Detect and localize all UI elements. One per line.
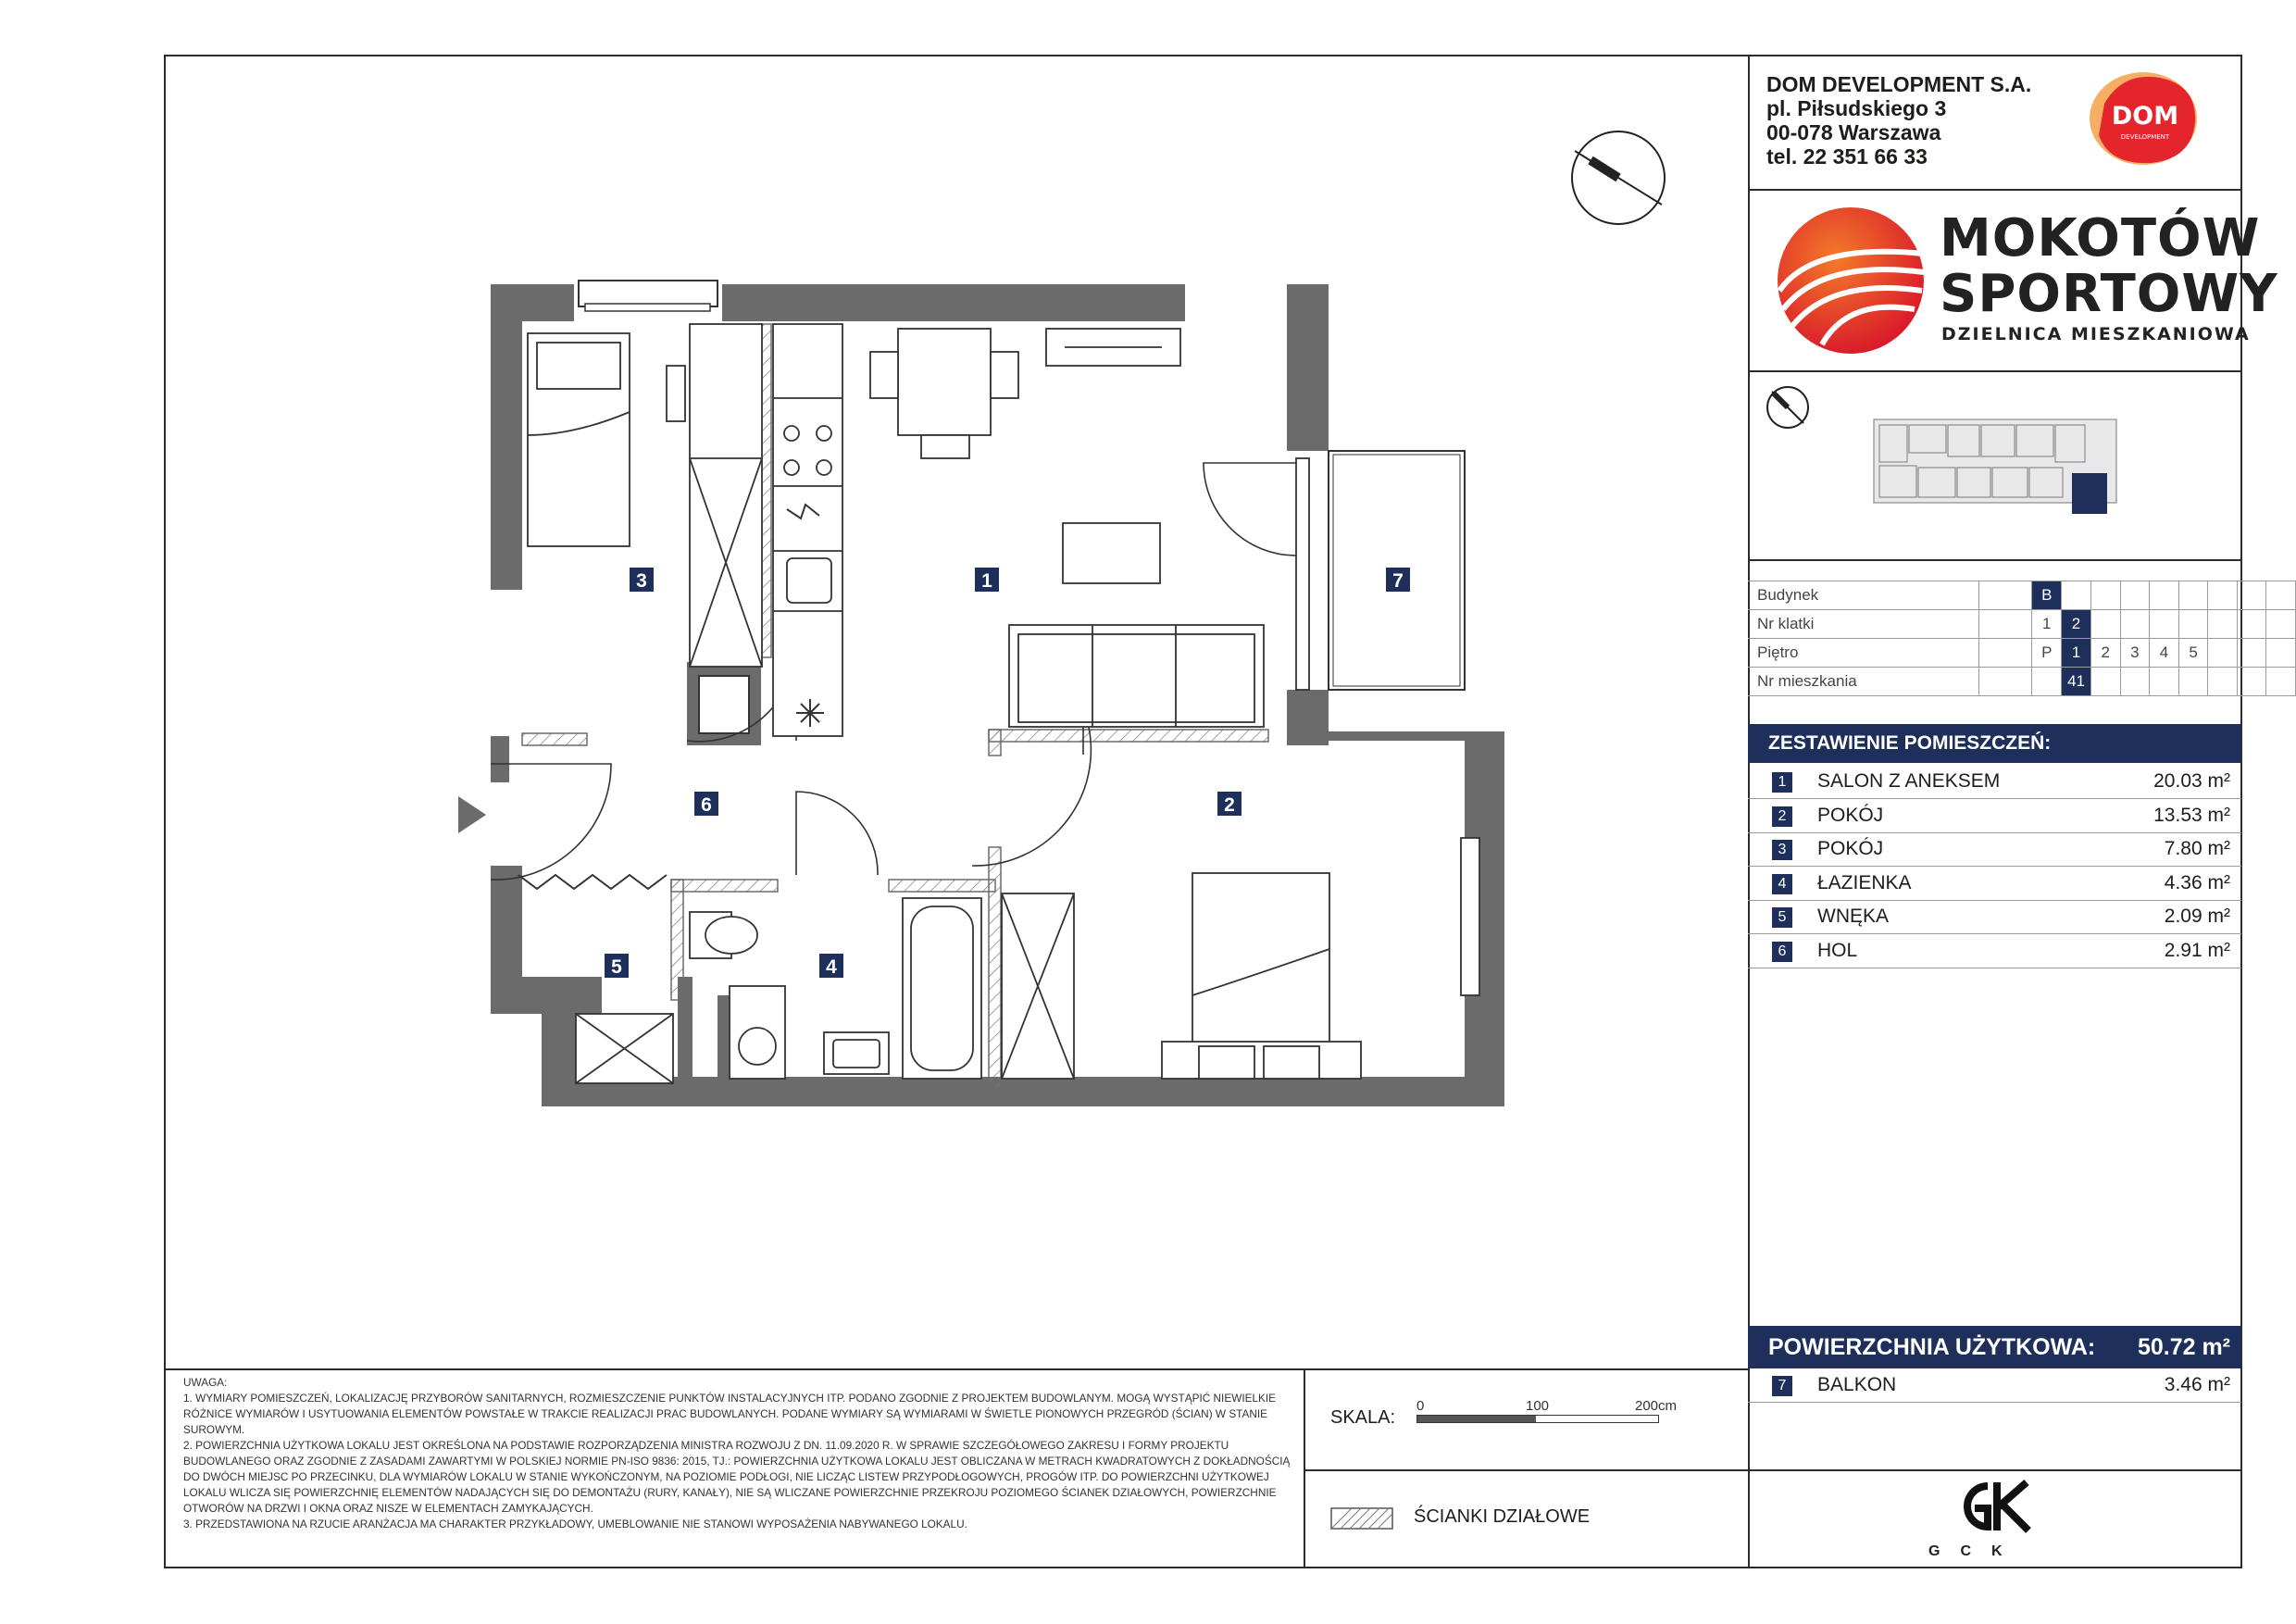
info-cell	[2090, 668, 2120, 696]
info-cell: 5	[2178, 639, 2208, 668]
scale-tick-0: 0	[1416, 1398, 1425, 1414]
project-title	[1940, 208, 2278, 324]
room-num: 6	[1772, 942, 1792, 962]
project-title-line2: SPORTOWY	[1940, 264, 2278, 324]
balcony-num: 7	[1772, 1376, 1792, 1396]
info-cell: 4	[2150, 639, 2179, 668]
room-num: 1	[1772, 772, 1792, 793]
plan-label-7-text: 7	[1392, 570, 1404, 592]
info-row-label: Budynek	[1748, 581, 1979, 610]
room-num: 5	[1772, 907, 1792, 928]
room-row	[1748, 934, 2241, 968]
divider-notes-scale	[1304, 1368, 1305, 1568]
info-row-label: Piętro	[1748, 639, 1979, 668]
divider-balcony	[1748, 1469, 2242, 1471]
rooms-header: ZESTAWIENIE POMIESZCZEŃ:	[1748, 724, 2241, 763]
info-row-label: Nr mieszkania	[1748, 668, 1979, 696]
scale-tick-200: 200cm	[1635, 1398, 1678, 1414]
info-cell	[2178, 610, 2208, 639]
info-cell	[2062, 581, 2091, 610]
room-area: 7.80 m²	[2164, 838, 2230, 859]
gck-letters: GCK	[1928, 1543, 2023, 1559]
balcony-area: 3.46 m²	[2164, 1374, 2230, 1395]
divider-notes	[164, 1368, 1749, 1370]
dom-development-logo	[2086, 67, 2206, 170]
info-cell	[2237, 668, 2265, 696]
plan-label-5-text: 5	[611, 956, 622, 978]
plan-label-3-text: 3	[636, 570, 647, 592]
info-cell: B	[2032, 581, 2062, 610]
info-cell	[2150, 581, 2179, 610]
room-row	[1748, 799, 2241, 833]
info-row-label: Nr klatki	[1748, 610, 1979, 639]
info-row	[1748, 639, 2296, 668]
info-cell: 1	[2032, 610, 2062, 639]
building-keyplan	[1870, 412, 2120, 516]
balcony-name: BALKON	[1817, 1374, 1897, 1395]
info-row-spacer	[1979, 581, 2032, 610]
note-1: 1. WYMIARY POMIESZCZEŃ, LOKALIZACJĘ PRZYBORÓW SANITARNYCH, ROZMIESZCZENIE PUNKTÓW INSTALACYJNYCH ITP. PODANO ZGODNIE Z PROJEKTEM BUDOWLANYM. MOGĄ WYSTĄPIĆ NIEWIELKIE RÓŻNICE WYMIARÓW I USYTUOWANIA ELEMENTÓW POWSTAŁE W TRAKCIE REALIZACJI PRAC BUDOWLANYCH. PODANE WYMIARY SĄ WYMIARAMI W ŚWIETLE PIONOWYCH PRZEGRÓD (ŚCIAN) W STANIE SUROWYM.	[183, 1392, 1277, 1436]
notes-block	[183, 1375, 1292, 1532]
notes-heading: UWAGA:	[183, 1376, 228, 1389]
info-cell	[2237, 639, 2265, 668]
info-row	[1748, 610, 2296, 639]
info-cell	[2266, 668, 2296, 696]
info-cell	[2237, 581, 2265, 610]
info-cell	[2150, 668, 2179, 696]
room-area: 20.03 m²	[2153, 770, 2230, 792]
unit-info-table	[1748, 581, 2296, 696]
room-row	[1748, 832, 2241, 867]
divider-keyplan	[1748, 559, 2242, 561]
info-cell	[2120, 668, 2150, 696]
room-area: 2.09 m²	[2164, 906, 2230, 927]
info-cell: P	[2032, 639, 2062, 668]
plan-label-6-text: 6	[701, 794, 712, 816]
plan-label-4-text: 4	[826, 956, 837, 978]
scale-bar	[1416, 1415, 1659, 1423]
gck-logo	[1947, 1477, 2036, 1536]
project-title-line1: MOKOTÓW	[1940, 208, 2261, 269]
room-area: 4.36 m²	[2164, 871, 2230, 893]
info-cell	[2120, 581, 2150, 610]
room-row	[1748, 900, 2241, 934]
divider-project	[1748, 370, 2242, 372]
room-num: 4	[1772, 874, 1792, 894]
info-cell	[2208, 610, 2237, 639]
company-city: 00-078 Warszawa	[1766, 120, 1941, 144]
room-area: 2.91 m²	[2164, 939, 2230, 961]
info-cell	[2266, 639, 2296, 668]
info-cell	[2032, 668, 2062, 696]
info-cell	[2266, 610, 2296, 639]
partition-wall-swatch	[1330, 1507, 1393, 1530]
total-area-bar	[1748, 1326, 2241, 1368]
dom-logo-text: DOM	[2111, 102, 2179, 131]
note-2: 2. POWIERZCHNIA UŻYTKOWA LOKALU JEST OKREŚLONA NA PODSTAWIE ROZPORZĄDZENIA MINISTRA ROZWOJU Z DN. 11.09.2020 R. W SPRAWIE SZCZEGÓŁOWEGO ZAKRESU I FORMY PROJEKTU BUDOWLANEGO ORAZ ZGODNIE Z ZASADAMI ZAWARTYMI W POLSKIEJ NORMIE PN-ISO 9836: 2015, TJ.: POWIERZCHNIA UŻYTKOWA LOKALU JEST OBLICZANA W METRACH KWADRATOWYCH Z DOKŁADNOŚCIĄ DO DWÓCH MIEJSC PO PRZECINKU, DLA WYMIARÓW LOKALU W STANIE WYKOŃCZONYM, NA POZIOMIE PODŁOGI, NIE LICZĄC LISTEW PRZYPODŁOGOWYCH, PROGÓW ITP. DO POWIERZCHNI UŻYTKOWEJ LOKALU WLICZA SIĘ POWIERZCHNIĘ ELEMENTÓW NADAJĄCYCH SIĘ DO DEMONTAŻU (RURY, KANAŁY), NIE SĄ WLICZANE POWIERZCHNIE PRZEKROJU POZIOMEGO ŚCIANEK DZIAŁOWYCH, POWIERZCHNIE OTWORÓW NA DRZWI I OKNA ORAZ NISZE W ELEMENTACH ZAMYKAJĄCYCH.	[183, 1439, 1291, 1515]
plan-label-1-text: 1	[981, 570, 992, 592]
room-area: 13.53 m²	[2153, 804, 2230, 826]
room-row	[1748, 867, 2241, 901]
info-cell	[2178, 668, 2208, 696]
info-cell	[2090, 581, 2120, 610]
info-row-spacer	[1979, 610, 2032, 639]
info-row-spacer	[1979, 668, 2032, 696]
dom-logo-subtext: DEVELOPMENT	[2120, 133, 2170, 141]
room-name: HOL	[1817, 939, 1858, 961]
mokotow-sportowy-emblem	[1776, 206, 1926, 356]
info-cell	[2208, 639, 2237, 668]
info-cell	[2266, 581, 2296, 610]
info-cell	[2150, 610, 2179, 639]
room-num: 2	[1772, 806, 1792, 827]
company-phone: tel. 22 351 66 33	[1766, 144, 1928, 169]
info-cell	[2120, 610, 2150, 639]
scale-tick-100: 100	[1526, 1398, 1550, 1414]
room-row	[1748, 765, 2241, 799]
info-row	[1748, 581, 2296, 610]
north-compass-icon	[1567, 127, 1669, 229]
info-row-spacer	[1979, 639, 2032, 668]
plan-label-2-text: 2	[1224, 794, 1235, 816]
company-address	[1766, 72, 2031, 169]
info-cell: 1	[2062, 639, 2091, 668]
info-cell: 2	[2090, 639, 2120, 668]
room-name: POKÓJ	[1817, 838, 1884, 859]
company-name: DOM DEVELOPMENT S.A.	[1766, 72, 2032, 96]
scale-label: SKALA:	[1330, 1407, 1396, 1428]
total-area-value: 50.72 m²	[2137, 1334, 2230, 1360]
info-cell: 3	[2120, 639, 2150, 668]
info-cell	[2178, 581, 2208, 610]
room-num: 3	[1772, 840, 1792, 860]
keyplan-compass-icon	[1765, 384, 1811, 431]
divider-header	[1748, 189, 2242, 191]
note-3: 3. PRZEDSTAWIONA NA RZUCIE ARANŻACJA MA CHARAKTER PRZYKŁADOWY, UMEBLOWANIE NIE STANOWI WYPOSAŻENIA NABYWANEGO LOKALU.	[183, 1518, 967, 1530]
divider-scale-legend	[1304, 1469, 1749, 1471]
company-street: pl. Piłsudskiego 3	[1766, 96, 1947, 120]
info-cell: 2	[2062, 610, 2091, 639]
room-name: WNĘKA	[1817, 906, 1890, 927]
room-name: POKÓJ	[1817, 804, 1884, 826]
total-area-label: POWIERZCHNIA UŻYTKOWA:	[1768, 1334, 2096, 1360]
info-cell	[2237, 610, 2265, 639]
info-cell	[2208, 668, 2237, 696]
info-cell: 41	[2062, 668, 2091, 696]
room-name: SALON Z ANEKSEM	[1817, 770, 2001, 792]
balcony-row	[1748, 1368, 2241, 1403]
legend-label: ŚCIANKI DZIAŁOWE	[1414, 1506, 1591, 1527]
project-subtitle: DZIELNICA MIESZKANIOWA	[1941, 324, 2251, 344]
room-name: ŁAZIENKA	[1817, 871, 1912, 893]
floor-plan	[435, 273, 1528, 1130]
info-row	[1748, 668, 2296, 696]
info-cell	[2090, 610, 2120, 639]
info-cell	[2208, 581, 2237, 610]
